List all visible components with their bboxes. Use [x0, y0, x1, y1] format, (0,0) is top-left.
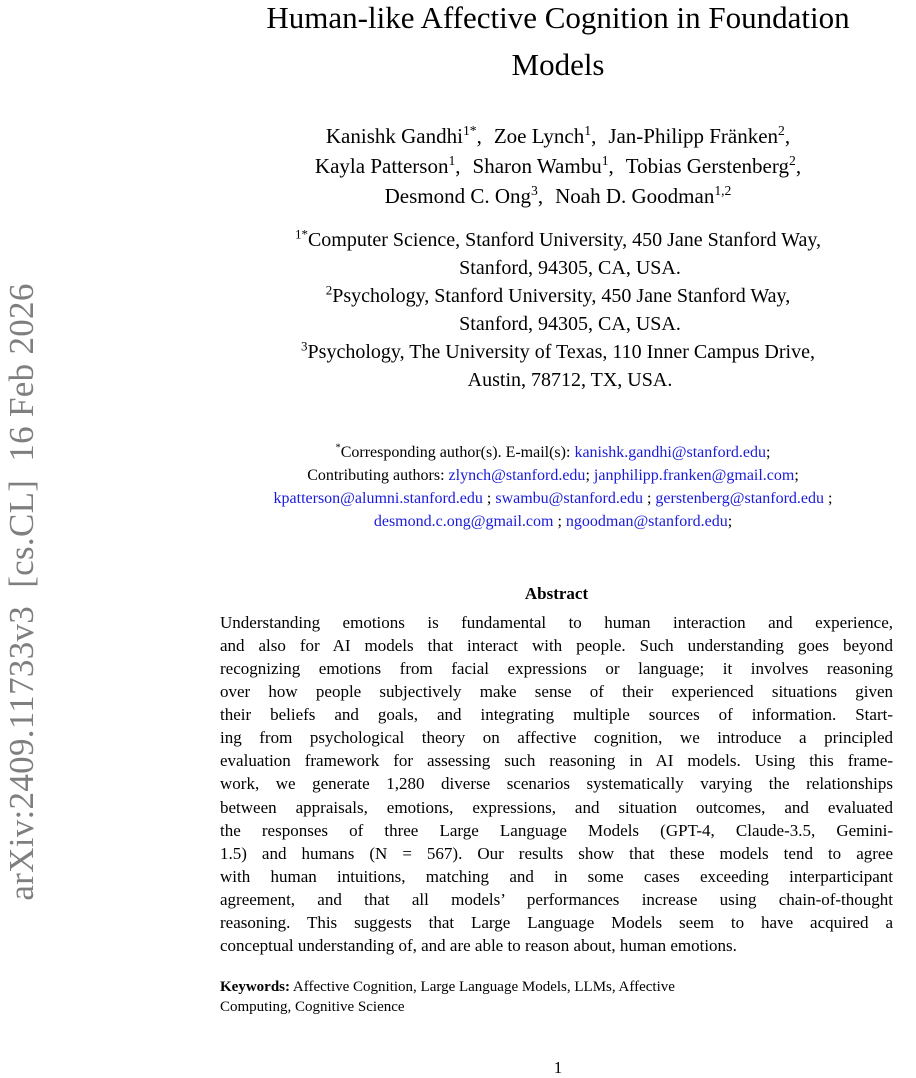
keywords-label: Keywords:: [220, 979, 290, 995]
author-affiliation-mark: 2: [788, 153, 796, 168]
affiliation-mark: 1*: [294, 226, 308, 242]
contributing-label: Contributing authors:: [307, 467, 449, 484]
affiliation-text: Psychology, The University of Texas, 110 Inner Campus Drive,: [307, 341, 815, 363]
abstract-line: 1.5) and humans (N = 567). Our results show that these models tend to agree: [220, 843, 893, 863]
abstract-line: reasoning. This suggests that Large Language Models seem to have acquired a: [220, 912, 893, 932]
corresponding-label: Corresponding author(s). E-mail(s):: [340, 444, 575, 461]
abstract-line: agreement, and that all models’ performances increase using chain-of-thought: [220, 889, 893, 909]
author-affiliation-mark: 1: [601, 153, 609, 168]
abstract-line: recognizing emotions from facial expressions or language; it involves reasoning: [220, 659, 893, 679]
author-name: Noah D. Goodman: [555, 184, 715, 208]
affiliation-text: Computer Science, Stanford University, 450 Jane Stanford Way,: [307, 229, 822, 251]
author-name: Tobias Gerstenberg: [625, 154, 789, 178]
keywords-text: Affective Cognition, Large Language Models, LLMs, Affective: [290, 979, 675, 995]
affiliation-mark: 3: [301, 338, 308, 354]
author: Zoe Lynch$^1$,: [493, 123, 597, 148]
abstract-line: work, we generate 1,280 diverse scenarios systematically varying the relationships: [220, 774, 893, 794]
abstract-line: ing from psychological theory on affective cognition, we introduce a principled: [220, 728, 893, 748]
author-line: [200, 151, 916, 181]
affiliation-text: Stanford, 94305, CA, USA.: [459, 313, 681, 335]
affiliation-mark: 2: [325, 282, 333, 298]
abstract-line: with human intuitions, matching and in some cases exceeding interparticipant: [220, 866, 893, 886]
author-affiliation-mark: 2: [778, 123, 785, 138]
affiliation-text: Psychology, Stanford University, 450 Jane Stanford Way,: [332, 285, 791, 307]
author-affiliation-mark: 1: [584, 123, 592, 138]
footnote-mark: *: [335, 442, 341, 454]
author-name: Zoe Lynch: [493, 124, 585, 148]
correspondence: *Corresponding author(s). E-mail(s): kanishk.gandhi@stanford.edu; Contributing authors: zlynch@stanford.edu; janphilipp.franken@gmail.com; kpatterson@alumni.stanford.edu ; swambu@stanford.edu ; gerstenberg@stanford.edu ; desmond.c.ong@gmail.com ; ngoodman@stanford.edu;: [273, 442, 833, 530]
email-link[interactable]: ngoodman@stanford.edu: [565, 513, 728, 530]
abstract-line: between appraisals, emotions, expressions, and situation outcomes, and evaluated: [220, 797, 893, 817]
paper-title: [200, 0, 916, 88]
title-line: Models: [511, 47, 605, 82]
email-link[interactable]: swambu@stanford.edu: [495, 490, 643, 507]
abstract-line: their beliefs and goals, and integrating multiple sources of information. Start-: [220, 705, 893, 725]
author-name: Sharon Wambu: [472, 154, 602, 178]
author: Kayla Patterson$^1$,: [314, 153, 461, 178]
author-name: Kayla Patterson: [314, 154, 449, 178]
page-number: 1: [553, 1058, 563, 1077]
abstract-line: over how people subjectively make sense of their experienced situations given: [220, 682, 893, 702]
author-name: Desmond C. Ong: [384, 184, 532, 208]
author: [555, 184, 731, 208]
email-link[interactable]: kanishk.gandhi@stanford.edu: [574, 444, 767, 461]
affiliation: [200, 282, 916, 310]
abstract-heading: Abstract: [524, 584, 589, 603]
author-line: [200, 121, 916, 151]
affiliation: [200, 226, 916, 254]
arxiv-identifier: arXiv:2409.11733v3 [cs.CL] 16 Feb 2026: [2, 283, 41, 901]
abstract-line: and also for AI models that interact with people. Such understanding goes beyond: [220, 636, 893, 656]
abstract-line: the responses of three Large Language Models (GPT-4, Claude-3.5, Gemini-: [220, 820, 893, 840]
email-link[interactable]: zlynch@stanford.edu: [448, 467, 586, 484]
author-affiliation-mark: 1: [448, 153, 456, 168]
email-link[interactable]: gerstenberg@stanford.edu: [655, 490, 824, 507]
affiliations: [200, 226, 916, 394]
keywords: [220, 977, 893, 1017]
email-link[interactable]: kpatterson@alumni.stanford.edu: [273, 490, 483, 507]
author-line: [200, 181, 916, 211]
author-name: Jan-Philipp Fränken: [608, 124, 779, 148]
email-link[interactable]: janphilipp.franken@gmail.com: [593, 467, 795, 484]
abstract-body: [220, 611, 893, 957]
author: Sharon Wambu$^1$,: [472, 153, 614, 178]
author: Desmond C. Ong$^3$,: [384, 183, 544, 208]
abstract-line: Understanding emotions is fundamental to human interaction and experience,: [220, 613, 893, 632]
email-link[interactable]: desmond.c.ong@gmail.com: [373, 513, 554, 530]
author-affiliation-mark: 3: [531, 183, 538, 198]
affiliation-text: Stanford, 94305, CA, USA.: [459, 257, 681, 279]
author: Kanishk Gandhi$^{1*}$,: [325, 123, 482, 148]
affiliation-text: Austin, 78712, TX, USA.: [467, 369, 673, 391]
abstract-line: evaluation framework for assessing such reasoning in AI models. Using this frame-: [220, 751, 893, 771]
author: Jan-Philipp Fränken$^2$,: [608, 123, 791, 148]
author-affiliation-mark: 1*: [462, 123, 477, 138]
affiliation: [200, 338, 916, 366]
author-affiliation-mark: 1,2: [714, 183, 732, 198]
keywords-text: Computing, Cognitive Science: [220, 999, 405, 1015]
title-line: Human-like Affective Cognition in Foundation: [266, 0, 850, 35]
author-name: Kanishk Gandhi: [325, 124, 463, 148]
author: Tobias Gerstenberg$^2$,: [625, 153, 802, 178]
abstract-line: conceptual understanding of, and are able to reason about, human emotions.: [220, 935, 737, 955]
author-list: [200, 121, 916, 211]
